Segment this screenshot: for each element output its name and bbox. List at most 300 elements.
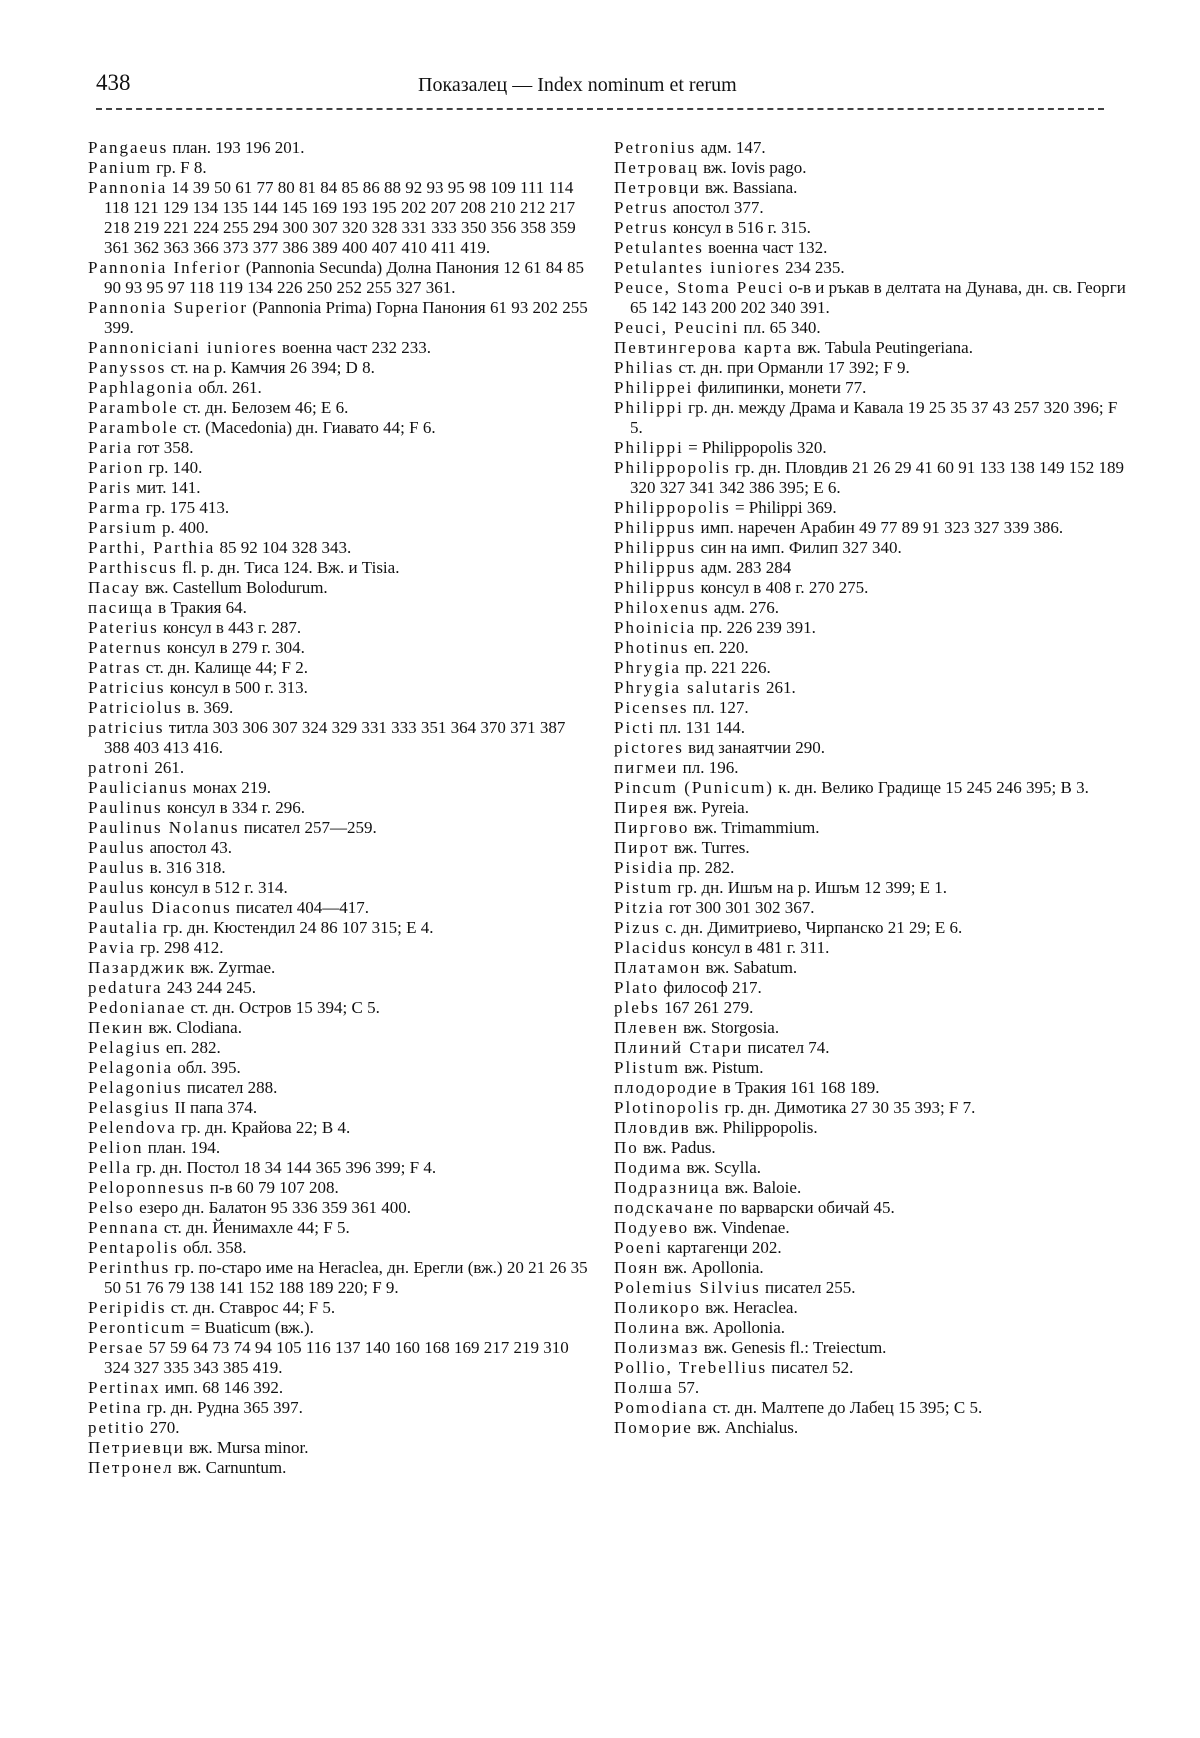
entry-references: гр. 298 412. [135,938,224,957]
entry-headword: Pelagius [88,1038,162,1057]
entry-references: мит. 141. [132,478,201,497]
index-entry [88,1098,588,1118]
entry-headword: Пирея [614,798,670,817]
entry-headword: Plistum [614,1058,680,1077]
entry-headword: Peuci, Peucini [614,318,740,337]
entry-headword: Paternus [88,638,163,657]
entry-references: адм. 276. [709,598,780,617]
entry-references: вж. Scylla. [682,1158,762,1177]
entry-references: гр. F 8. [151,158,207,177]
entry-references: адм. 147. [696,138,766,157]
entry-references: (Pannonia Prima) Горна Панония 61 93 202 255 399. [104,298,588,337]
entry-headword: patroni [88,758,151,777]
index-entry [88,178,588,258]
index-entry [88,678,588,698]
index-entry [614,598,1134,618]
entry-headword: Parambole [88,418,179,437]
entry-headword: Plato [614,978,659,997]
entry-references: ст. дн. Йенимахле 44; F 5. [159,1218,350,1237]
entry-headword: Pautalia [88,918,159,937]
entry-headword: Paulus [88,838,146,857]
index-entry [614,318,1134,338]
entry-references: обл. 261. [194,378,262,397]
index-entry [614,1338,1134,1358]
entry-references: вж. Storgosia. [678,1018,780,1037]
index-entry [614,858,1134,878]
entry-headword: Pelso [88,1198,135,1217]
page-header [96,70,1100,104]
entry-references: имп. наречен Арабин 49 77 89 91 323 327 339 386. [696,518,1064,537]
entry-references: вж. Apollonia. [680,1318,786,1337]
entry-headword: Pavia [88,938,136,957]
entry-headword: Pannonia [88,178,168,197]
index-entry [614,138,1134,158]
entry-headword: Plotinopolis [614,1098,721,1117]
index-entry [88,618,588,638]
index-entry [88,858,588,878]
entry-headword: Phrygia [614,658,681,677]
entry-headword: Pizus [614,918,661,937]
index-entry [614,878,1134,898]
entry-headword: Patras [88,658,142,677]
index-entry [614,798,1134,818]
entry-references: еп. 282. [161,1038,221,1057]
entry-references: (Pannonia Secunda) Долна Панония 12 61 84 85 90 93 95 97 118 119 134 226 250 252 255 327 361. [104,258,585,297]
entry-headword: Pitzia [614,898,665,917]
entry-headword: Поян [614,1258,660,1277]
index-entry [88,1218,588,1238]
index-entry [614,1258,1134,1278]
entry-references: р. 400. [157,518,209,537]
index-entry [88,838,588,858]
entry-headword: Philippus [614,558,697,577]
entry-headword: Пазарджик [88,958,187,977]
index-entry [88,1258,588,1298]
entry-references: 261. [761,678,796,697]
entry-references: картагенци 202. [662,1238,782,1257]
index-entry [88,718,588,758]
entry-headword: Pannoniciani iuniores [88,338,278,357]
entry-headword: Petrus [614,218,669,237]
entry-headword: Patriciolus [88,698,183,717]
index-entry [88,1198,588,1218]
entry-references: вж. Apollonia. [659,1258,764,1277]
entry-references: вж. Genesis fl.: Treiectum. [699,1338,887,1357]
entry-headword: Певтингерова карта [614,338,793,357]
entry-headword: Pertinax [88,1378,161,1397]
index-entry [614,498,1134,518]
entry-references: гр. дн. между Драма и Кавала 19 25 35 37 43 257 320 396; F 5. [630,398,1118,437]
index-entry [88,1058,588,1078]
index-entry [614,638,1134,658]
entry-references: вж. Bassiana. [700,178,798,197]
entry-headword: Petulantes [614,238,704,257]
entry-headword: Perinthus [88,1258,171,1277]
entry-references: пл. 65 340. [739,318,821,337]
entry-references: имп. 68 146 392. [160,1378,284,1397]
index-entry [614,198,1134,218]
entry-references: апостол 377. [668,198,764,217]
entry-headword: Pelagonius [88,1078,183,1097]
index-column-right [614,138,1134,1438]
index-entry [614,218,1134,238]
entry-headword: Pelion [88,1138,144,1157]
entry-references: вж. Padus. [638,1138,716,1157]
index-entry [614,158,1134,178]
entry-references: пл. 196. [678,758,739,777]
entry-headword: Placidus [614,938,688,957]
index-entry [88,998,588,1018]
entry-references: план. 194. [143,1138,221,1157]
entry-headword: Петровци [614,178,701,197]
entry-headword: Parsium [88,518,158,537]
entry-references: апостол 43. [145,838,232,857]
index-entry [88,798,588,818]
entry-references: вж. Sabatum. [701,958,798,977]
index-entry [614,518,1134,538]
entry-headword: Phrygia salutaris [614,678,762,697]
entry-references: к. дн. Велико Градище 15 245 246 395; B 3. [773,778,1089,797]
entry-references: титла 303 306 307 324 329 331 333 351 364 370 371 387 388 403 413 416. [104,718,566,757]
entry-headword: Paulus [88,878,146,897]
entry-headword: Подима [614,1158,683,1177]
entry-headword: Pomodiana [614,1398,709,1417]
index-entry [614,1158,1134,1178]
entry-headword: Parma [88,498,142,517]
entry-references: вид занаятчии 290. [683,738,825,757]
entry-references: пр. 221 226. [680,658,771,677]
entry-references: писател 288. [182,1078,278,1097]
entry-headword: Pisidia [614,858,675,877]
entry-headword: Pangaeus [88,138,169,157]
index-entry [614,1318,1134,1338]
entry-references: пр. 282. [674,858,735,877]
running-title: Показалец — Index nominum et rerum [418,74,737,96]
entry-references: вж. Heraclea. [701,1298,798,1317]
entry-headword: Pentapolis [88,1238,179,1257]
index-entry [614,978,1134,998]
entry-headword: Поморие [614,1418,693,1437]
entry-headword: Поликоро [614,1298,702,1317]
entry-headword: Paria [88,438,133,457]
index-entry [614,618,1134,638]
entry-references: гр. 175 413. [141,498,230,517]
index-entry [614,1238,1134,1258]
entry-headword: Philippi [614,438,684,457]
entry-headword: Pannonia Superior [88,298,249,317]
entry-references: = Philippopolis 320. [683,438,827,457]
index-entry [614,238,1134,258]
index-entry [88,978,588,998]
index-entry [614,898,1134,918]
entry-headword: Петронел [88,1458,174,1477]
index-entry [614,718,1134,738]
index-entry [614,1098,1134,1118]
entry-references: 14 39 50 61 77 80 81 84 85 86 88 92 93 95 98 109 111 114 118 121 129 134 135 144 145 169 193 195 202 207 208 210 212 217 218 219 221 224 255 294 300 307 320 328 331 333 350 356 358 359 361 362 363 366 373 377 386 389 400 407 410 411 419. [104,178,576,257]
index-entry [88,578,588,598]
index-entry [614,1278,1134,1298]
index-entry [614,578,1134,598]
entry-references: пл. 127. [688,698,749,717]
index-entry [88,138,588,158]
entry-headword: пигмеи [614,758,679,777]
index-entry [614,938,1134,958]
entry-headword: Poeni [614,1238,663,1257]
index-entry [614,1218,1134,1238]
entry-headword: Philippus [614,578,697,597]
entry-references: в Тракия 64. [153,598,247,617]
entry-references: ст. дн. Белозем 46; E 6. [178,398,349,417]
entry-headword: Petronius [614,138,697,157]
entry-references: гр. дн. Ишъм на р. Ишъм 12 399; E 1. [673,878,948,897]
index-entry [88,898,588,918]
entry-headword: Peuce, Stoma Peuci [614,278,785,297]
entry-headword: Parthi, Parthia [88,538,216,557]
entry-headword: Petrus [614,198,669,217]
entry-references: 261. [150,758,185,777]
index-entry [88,358,588,378]
entry-references: 167 261 279. [659,998,754,1017]
index-entry [614,818,1134,838]
index-entry [88,398,588,418]
entry-headword: Pennana [88,1218,160,1237]
entry-headword: Pollio, Trebellius [614,1358,768,1377]
entry-headword: Платамон [614,958,702,977]
entry-headword: Phoinicia [614,618,697,637]
entry-references: гр. по-старо име на Heraclea, дн. Ерегли (вж.) 20 21 26 35 50 51 76 79 138 141 152 188 189 220; F 9. [104,1258,588,1297]
index-entry [614,1358,1134,1378]
entry-references: ст. дн. при Орманли 17 392; F 9. [674,358,910,377]
entry-headword: Philippus [614,518,697,537]
index-entry [614,758,1134,778]
entry-headword: Polemius Silvius [614,1278,761,1297]
entry-references: план. 193 196 201. [168,138,305,157]
entry-references: в. 369. [182,698,234,717]
entry-references: вж. Mursa minor. [184,1438,309,1457]
index-entry [614,1058,1134,1078]
index-entry [614,398,1134,438]
entry-references: консул в 481 г. 311. [687,938,830,957]
index-entry [614,918,1134,938]
entry-references: вж. Turres. [669,838,750,857]
entry-headword: Петровац [614,158,699,177]
index-entry [88,778,588,798]
entry-references: 57. [673,1378,700,1397]
entry-references: fl. р. дн. Тиса 124. Вж. и Tisia. [177,558,400,577]
entry-references: = Buaticum (вж.). [186,1318,314,1337]
entry-references: вж. Iovis pago. [698,158,807,177]
entry-headword: Patricius [88,678,166,697]
entry-headword: Peronticum [88,1318,187,1337]
index-entry [88,478,588,498]
index-entry [614,378,1134,398]
entry-references: син на имп. Филип 327 340. [696,538,902,557]
entry-references: ст. дн. Калище 44; F 2. [141,658,308,677]
entry-headword: Pelendova [88,1118,177,1137]
entry-headword: Petina [88,1398,143,1417]
entry-references: консул в 512 г. 314. [145,878,288,897]
entry-headword: Philippopolis [614,498,731,517]
entry-headword: Петриевци [88,1438,185,1457]
index-entry [88,1378,588,1398]
entry-headword: По [614,1138,639,1157]
entry-headword: Подразница [614,1178,721,1197]
index-entry [614,358,1134,378]
entry-headword: pictores [614,738,684,757]
entry-headword: Philoxenus [614,598,710,617]
entry-headword: Philippopolis [614,458,731,477]
entry-headword: Picenses [614,698,689,717]
index-entry [614,178,1134,198]
entry-references: вж. Clodiana. [144,1018,242,1037]
index-entry [88,1038,588,1058]
entry-references: вж. Pistum. [679,1058,764,1077]
entry-headword: Philippei [614,378,694,397]
index-entry [614,1378,1134,1398]
entry-references: пл. 131 144. [655,718,746,737]
entry-references: обл. 395. [173,1058,241,1077]
index-entry [88,1238,588,1258]
index-entry [88,298,588,338]
entry-references: п-в 60 79 107 208. [205,1178,339,1197]
header-rule [96,108,1104,110]
index-entry [88,958,588,978]
entry-headword: Photinus [614,638,690,657]
entry-headword: petitio [88,1418,146,1437]
entry-references: консул в 516 г. 315. [668,218,811,237]
index-entry [88,878,588,898]
entry-headword: patricius [88,718,165,737]
entry-references: вж. Carnuntum. [173,1458,287,1477]
index-entry [88,1018,588,1038]
index-entry [614,1078,1134,1098]
index-entry [88,338,588,358]
entry-references: гр. дн. Пловдив 21 26 29 41 60 91 133 138 149 152 189 320 327 341 342 386 395; E 6. [630,458,1125,497]
index-entry [614,958,1134,978]
entry-references: монах 219. [188,778,272,797]
index-entry [88,758,588,778]
entry-headword: Peloponnesus [88,1178,206,1197]
entry-references: ст. дн. Ставрос 44; F 5. [166,1298,336,1317]
entry-references: пр. 226 239 391. [696,618,816,637]
entry-headword: Petulantes iuniores [614,258,781,277]
entry-references: гр. 140. [144,458,203,477]
entry-headword: Panium [88,158,152,177]
index-entry [614,1198,1134,1218]
entry-references: 243 244 245. [162,978,257,997]
index-entry [614,258,1134,278]
entry-references: обл. 358. [178,1238,247,1257]
index-entry [88,1338,588,1378]
entry-references: писател 255. [760,1278,856,1297]
entry-references: вж. Tabula Peutingeriana. [792,338,973,357]
index-entry [88,1438,588,1458]
entry-references: гр. дн. Крайова 22; B 4. [176,1118,351,1137]
index-entry [614,778,1134,798]
entry-references: ст. дн. Остров 15 394; C 5. [186,998,380,1017]
index-column-left [88,138,588,1478]
index-entry [614,1118,1134,1138]
entry-headword: Пекин [88,1018,145,1037]
entry-references: 85 92 104 328 343. [215,538,352,557]
index-entry [614,678,1134,698]
index-entry [88,258,588,298]
index-entry [88,1178,588,1198]
index-entry [88,498,588,518]
entry-references: вж. Pyreia. [669,798,749,817]
entry-headword: Pistum [614,878,674,897]
entry-headword: Paulus [88,858,146,877]
entry-references: езеро дн. Балатон 95 336 359 361 400. [134,1198,411,1217]
entry-references: гот 358. [132,438,194,457]
index-entry [88,638,588,658]
entry-headword: pedatura [88,978,163,997]
entry-headword: подскачане [614,1198,715,1217]
entry-headword: Philias [614,358,675,377]
entry-references: вж. Vindenae. [689,1218,790,1237]
entry-references: философ 217. [658,978,762,997]
index-entry [614,338,1134,358]
index-entry [614,1178,1134,1198]
index-entry [614,1298,1134,1318]
entry-headword: Paulus Diaconus [88,898,232,917]
index-entry [88,1458,588,1478]
entry-headword: Paphlagonia [88,378,195,397]
index-entry [614,1018,1134,1038]
entry-headword: Полизмаз [614,1338,700,1357]
entry-headword: Пасау [88,578,141,597]
index-entry [88,458,588,478]
entry-references: вж. Philippopolis. [690,1118,818,1137]
entry-references: вж. Baloie. [720,1178,802,1197]
index-entry [88,1078,588,1098]
entry-headword: Picti [614,718,656,737]
entry-references: 57 59 64 73 74 94 105 116 137 140 160 168 169 217 219 310 324 327 335 343 385 419. [104,1338,569,1377]
entry-headword: Подуево [614,1218,690,1237]
entry-headword: Плевен [614,1018,679,1037]
entry-headword: Paulicianus [88,778,189,797]
index-entry [614,538,1134,558]
index-entry [88,598,588,618]
index-entry [88,1118,588,1138]
index-entry [614,278,1134,318]
index-entry [614,458,1134,498]
entry-references: вж. Anchialus. [692,1418,799,1437]
index-entry [88,1418,588,1438]
entry-headword: Philippus [614,538,697,557]
entry-headword: Pannonia Inferior [88,258,242,277]
index-entry [88,938,588,958]
entry-references: гот 300 301 302 367. [664,898,815,917]
index-entry [614,1418,1134,1438]
entry-headword: plebs [614,998,660,1017]
index-entry [88,518,588,538]
index-entry [614,1138,1134,1158]
entry-headword: Пловдив [614,1118,691,1137]
entry-references: адм. 283 284 [696,558,792,577]
entry-headword: Полина [614,1318,681,1337]
entry-references: о-в и ръкав в делтата на Дунава, дн. св. Георги 65 142 143 200 202 340 391. [630,278,1126,317]
entry-headword: пасища [88,598,154,617]
entry-references: вж. Zyrmae. [186,958,276,977]
index-entry [88,158,588,178]
entry-references: 234 235. [780,258,845,277]
entry-references: консул в 279 г. 304. [162,638,305,657]
entry-references: гр. дн. Кюстендил 24 86 107 315; E 4. [158,918,434,937]
index-entry [614,438,1134,458]
entry-references: в Тракия 161 168 189. [718,1078,880,1097]
entry-headword: Paris [88,478,132,497]
